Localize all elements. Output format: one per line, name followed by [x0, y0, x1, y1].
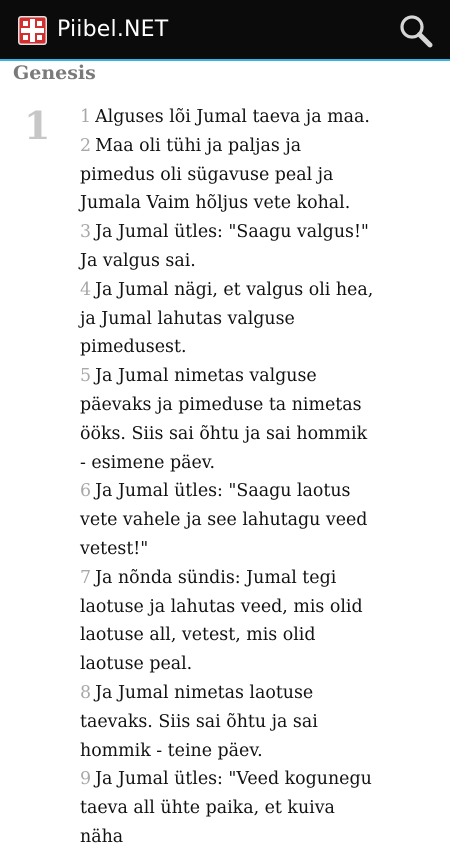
verse-text: Ja Jumal ütles: "Veed kogunegu taeva all ühte paika, et kuiva näha — [80, 769, 372, 847]
verse-number: 6 — [80, 481, 92, 502]
verse-text: Ja Jumal nimetas laotuse taevaks. Siis sai õhtu ja sai hommik - teine päev. — [80, 682, 318, 761]
verse[interactable] — [80, 564, 376, 679]
verse[interactable] — [80, 218, 376, 276]
verse[interactable] — [80, 103, 376, 132]
book-title: Genesis — [13, 62, 96, 84]
verse[interactable] — [80, 132, 376, 218]
verse-text: Alguses lõi Jumal taeva ja maa. — [95, 107, 370, 127]
verse[interactable] — [80, 765, 376, 851]
verse-number: 2 — [80, 135, 92, 156]
verse[interactable] — [80, 362, 376, 477]
verse[interactable] — [80, 276, 376, 362]
verse-text: Maa oli tühi ja paljas ja pimedus oli sügavuse peal ja Jumala Vaim hõljus vete kohal. — [80, 135, 351, 214]
verse-text: Ja Jumal nägi, et valgus oli hea, ja Jumal lahutas valguse pimedusest. — [80, 279, 374, 358]
verse-text: Ja nõnda sündis: Jumal tegi laotuse ja lahutas veed, mis olid laotuse all, vetest, mis olid laotuse peal. — [80, 567, 363, 675]
verse-number: 1 — [80, 107, 92, 127]
verse-text: Ja Jumal nimetas valguse päevaks ja pimeduse ta nimetas ööks. Siis sai õhtu ja sai hommik - esimene päev. — [80, 366, 368, 473]
verse-number: 7 — [80, 567, 92, 588]
action-bar — [0, 0, 450, 59]
chapter-number: 1 — [24, 103, 51, 148]
verse[interactable] — [80, 477, 376, 563]
verse-number: 9 — [80, 769, 92, 790]
verse-number: 5 — [80, 366, 92, 387]
verse-list[interactable] — [80, 103, 376, 852]
search-icon — [398, 13, 434, 49]
verse-number: 8 — [80, 682, 92, 703]
verse-text: Ja Jumal ütles: "Saagu laotus vete vahele ja see lahutagu veed vetest!" — [80, 481, 368, 559]
verse[interactable] — [80, 679, 376, 765]
search-button[interactable] — [392, 8, 440, 54]
app-title: Piibel.NET — [57, 17, 169, 42]
verse-text: Ja Jumal ütles: "Saagu valgus!" Ja valgus sai. — [80, 222, 369, 271]
cross-shield-icon[interactable] — [18, 16, 47, 45]
verse-number: 3 — [80, 222, 92, 243]
verse-number: 4 — [80, 279, 92, 300]
